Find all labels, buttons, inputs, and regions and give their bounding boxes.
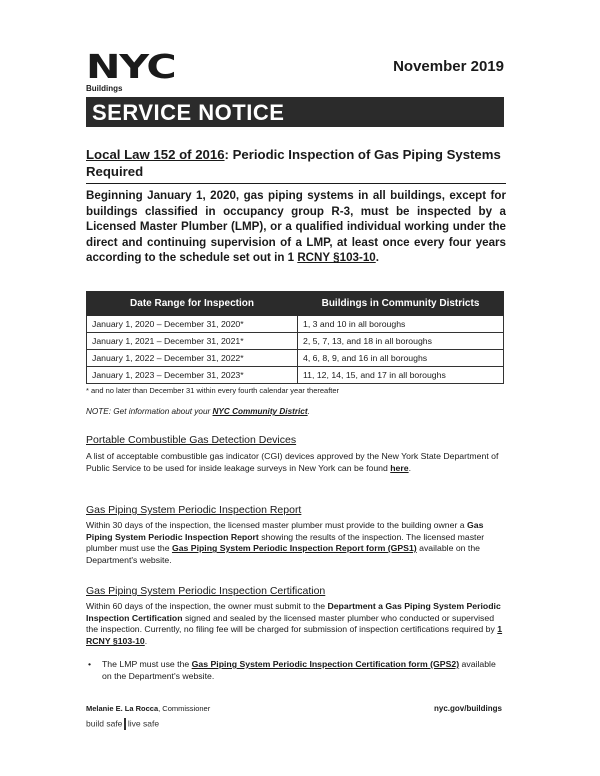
table-row xyxy=(87,367,504,384)
districts-cell: 4, 6, 8, 9, and 16 in all boroughs xyxy=(298,350,504,367)
cert-text-1: Within 60 days of the inspection, the owner must submit to the xyxy=(86,601,328,611)
inspection-report-text xyxy=(86,520,506,566)
nyc-buildings-logo xyxy=(86,47,176,93)
detection-end: . xyxy=(408,462,412,473)
date-range-cell: January 1, 2021 – December 31, 2021* xyxy=(87,333,298,350)
table-row xyxy=(87,350,504,367)
gps2-bullet xyxy=(88,659,502,682)
bullet-text-1: The LMP must use the xyxy=(102,659,192,669)
gps2-form-link[interactable]: Gas Piping System Periodic Inspection Certification form (GPS2) xyxy=(191,659,460,669)
districts-cell: 1, 3 and 10 in all boroughs xyxy=(298,316,504,333)
report-text-3: available on the Department's website. xyxy=(86,543,480,565)
bullet-dot: • xyxy=(88,659,92,669)
commissioner-signature xyxy=(86,704,210,713)
notice-date: November 2019 xyxy=(393,58,504,75)
column-header-districts: Buildings in Community Districts xyxy=(298,292,504,316)
commissioner-role: , Commissioner xyxy=(158,704,211,713)
column-header-date-range: Date Range for Inspection xyxy=(87,292,298,316)
date-range-cell: January 1, 2020 – December 31, 2020* xyxy=(87,316,298,333)
service-notice-banner xyxy=(86,97,504,127)
logo-mark: NYC xyxy=(86,47,176,86)
lead-text: Beginning January 1, 2020, gas piping systems in all buildings, except for buildings classified in occupancy group R-3, must be inspected by a Licensed Master Plumber (LMP), or a qualified individual working under the direct and continuing supervision of a LMP, at least once every four years according to the schedule set out in 1 xyxy=(86,189,506,265)
cert-bold: Department a Gas Piping System Periodic Inspection Certification xyxy=(86,601,501,623)
banner-title: SERVICE NOTICE xyxy=(92,100,285,125)
note-end: . xyxy=(307,407,310,416)
cert-text-2: signed and sealed by the licensed master plumber who conducted or supervised the inspection. Currently, no filing fee will be charged for submission of inspection certifications required by xyxy=(86,612,498,635)
detection-devices-heading: Portable Combustible Gas Detection Devices xyxy=(86,434,297,446)
community-district-note xyxy=(86,407,310,416)
tagline-divider xyxy=(124,718,126,730)
detection-devices-text xyxy=(86,451,506,474)
date-range-cell: January 1, 2023 – December 31, 2023* xyxy=(87,367,298,384)
table-row xyxy=(87,333,504,350)
logo-subtitle: Buildings xyxy=(86,84,123,93)
lead-end: . xyxy=(375,251,379,265)
inspection-certification-text xyxy=(86,601,506,647)
table-footnote: * and no later than December 31 within every fourth calendar year thereafter xyxy=(86,386,340,395)
inspection-report-heading: Gas Piping System Periodic Inspection Report xyxy=(86,504,302,516)
lead-paragraph xyxy=(86,188,506,266)
tagline-live-safe: live safe xyxy=(127,718,160,729)
tagline xyxy=(86,718,159,730)
report-text-2: showing the results of the inspection. The licensed master plumber must use the xyxy=(86,531,485,554)
headline xyxy=(86,146,506,184)
detection-text: A list of acceptable combustible gas indicator (CGI) devices approved by the New York State Department of Public Service to be used for inside leakage surveys in New York can be found xyxy=(86,451,499,473)
headline-rest: : Periodic Inspection of Gas Piping Systems Required xyxy=(86,147,501,179)
community-district-link[interactable]: NYC Community District xyxy=(212,407,308,416)
date-range-cell: January 1, 2022 – December 31, 2022* xyxy=(87,350,298,367)
report-text-1: Within 30 days of the inspection, the licensed master plumber must provide to the building owner a xyxy=(86,520,468,530)
table-row xyxy=(87,316,504,333)
here-link[interactable]: here xyxy=(390,462,409,473)
website-url[interactable]: nyc.gov/buildings xyxy=(433,704,502,713)
note-prefix: NOTE: Get information about your xyxy=(86,407,213,416)
commissioner-name: Melanie E. La Rocca xyxy=(86,704,159,713)
cert-text-3: . xyxy=(144,635,148,646)
report-bold: Gas Piping System Periodic Inspection Report xyxy=(86,520,484,542)
gps1-form-link[interactable]: Gas Piping System Periodic Inspection Report form (GPS1) xyxy=(171,543,417,554)
districts-cell: 11, 12, 14, 15, and 17 in all boroughs xyxy=(298,367,504,384)
law-link[interactable]: Local Law 152 of 2016 xyxy=(86,147,225,162)
tagline-build-safe: build safe xyxy=(86,718,123,729)
table-header-row xyxy=(87,292,504,316)
districts-cell: 2, 5, 7, 13, and 18 in all boroughs xyxy=(298,333,504,350)
bullet-text-2: available on the Department's website. xyxy=(102,659,496,681)
rcny-link[interactable]: RCNY §103-10 xyxy=(297,251,376,265)
inspection-schedule-table xyxy=(86,291,504,384)
inspection-certification-heading: Gas Piping System Periodic Inspection Certification xyxy=(86,585,326,597)
rcny-103-10-link[interactable]: 1 RCNY §103-10 xyxy=(86,624,503,646)
